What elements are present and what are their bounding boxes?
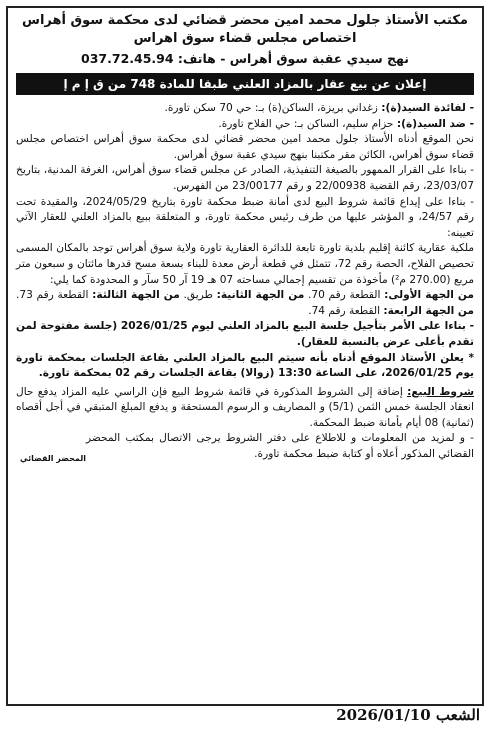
boundary-2-label: من الجهة الثانية: xyxy=(216,289,305,302)
boundary-4-label: من الجهة الرابعة: xyxy=(383,304,474,317)
against-paragraph xyxy=(16,117,474,133)
contact-paragraph: - و لمزيد من المعلومات و للاطلاع على دفتر الشروط يرجى الاتصال بمكتب المحضر القضائي المذكور أعلاه أو كتابة ضبط محكمة تاورة. xyxy=(86,432,474,461)
decision-paragraph: - بناءا على القرار الممهور بالصيغة التنفيذية، الصادر عن مجلس قضاء سوق أهراس، الغرفة المدنية، بتاريخ 23/03/07، رقم القضية 22/00938 و رقم 23/00177 من الفهرس. xyxy=(16,164,474,192)
against-label: - ضد السيد(ة): xyxy=(396,117,474,130)
jurisdiction-line: اختصاص مجلس قضاء سوق اهراس xyxy=(133,31,357,46)
property-paragraph: ملكية عقارية كائنة إقليم بلدية تاورة تابعة للدائرة العقارية تاورة ولاية سوق أهراس توجد بالمكان المسمى تحصيص الفلاح، الحصة رقم 72، تتمثل في قطعة أرض معدة للبناء بسعة مسح قدرها مائتان و سبعون متر مربع (270.00 م²) مأخوذة من تقسيم إجمالي مساحته 07 هـ 19 آر 50 سآر و المحدودة كما يلي: xyxy=(16,242,474,286)
conditions-paragraph xyxy=(16,385,474,432)
boundary-1-label: من الجهة الأولى: xyxy=(384,289,474,302)
boundary-4-text: القطعة رقم 74. xyxy=(308,304,381,317)
publication-footer xyxy=(270,706,480,724)
beneficiary-text: زغداني بريزة، الساكن(ة) بـ: حي 70 سكن تاورة. xyxy=(164,102,378,114)
deposit-paragraph: - بناءا على إيداع قائمة شروط البيع لدى أمانة ضبط محكمة تاورة بتاريخ 2024/05/29، والمقيدة تحت رقم 24/57، و المؤشر عليها من طرف رئيس محكمة تاورة، و المتعلقة ببيع بالمزاد العلني للعقار الآتي تعيينه: xyxy=(16,195,474,239)
conditions-text: إضافة إلى الشروط المذكورة في قائمة شروط البيع فإن الراسي عليه المزاد يدفع حال انعقاد الجلسة خمس الثمن (5/1) و المصاريف و الرسوم المستحقة و يدفع المبلغ المتبقي في أجل أقصاه (ثمانية) 08 أيام بأمانة ضبط المحكمة. xyxy=(16,385,475,429)
newspaper-name: الشعب xyxy=(435,706,480,724)
against-text: حزام سليم، الساكن بـ: حي الفلاح تاورة. xyxy=(218,117,394,130)
notice-frame xyxy=(6,6,484,706)
notice-header xyxy=(16,12,474,68)
signature-label: المحضر القضائي xyxy=(20,453,87,463)
publication-date: 2026/01/10 xyxy=(336,706,431,724)
notice-banner: إعلان عن بيع عقار بالمزاد العلني طبقا للمادة 748 من ق إ م إ xyxy=(16,73,474,95)
conditions-label: شروط البيع: xyxy=(407,385,475,398)
boundary-1-text: القطعة رقم 70. xyxy=(307,289,381,302)
boundaries-paragraph xyxy=(16,288,474,319)
beneficiary-label: - لفائدة السيد(ة): xyxy=(381,102,474,114)
address-phone-line: نهج سيدي عقبة سوق أهراس - هاتف: 037.72.45.94 xyxy=(81,51,409,66)
boundary-2-text: طريق. xyxy=(183,289,213,302)
office-title: مكتب الأستاذ جلول محمد امين محضر قضائي لدى محكمة سوق أهراس xyxy=(22,13,468,28)
boundary-3-label: من الجهة الثالثة: xyxy=(92,289,180,302)
postponement-paragraph: - بناءا على الأمر بتأجيل جلسة البيع بالمزاد العلني ليوم 2026/01/25 (جلسة مفتوحة لمن تقدم بأعلى عرض بالنسبة للعقار). xyxy=(16,320,474,348)
closing-block xyxy=(16,431,474,462)
announcement-paragraph: * يعلن الأستاذ الموقع أدناه بأنه سيتم البيع بالمزاد العلني بقاعة الجلسات بمحكمة تاورة يوم 2026/01/25، على الساعة 13:30 (زوالا) بقاعة الجلسات رقم 02 بمحكمة تاورة. xyxy=(16,351,474,380)
beneficiary-paragraph xyxy=(16,101,474,117)
boundary-3-text: القطعة رقم 73. xyxy=(16,289,89,302)
intro-paragraph: نحن الموقع أدناه الأستاذ جلول محمد امين محضر قضائي لدى محكمة سوق أهراس اختصاص مجلس قضاء سوق أهراس، الكائن مقر مكتبنا بنهج سيدي عقبة سوق أهراس. xyxy=(16,133,474,161)
